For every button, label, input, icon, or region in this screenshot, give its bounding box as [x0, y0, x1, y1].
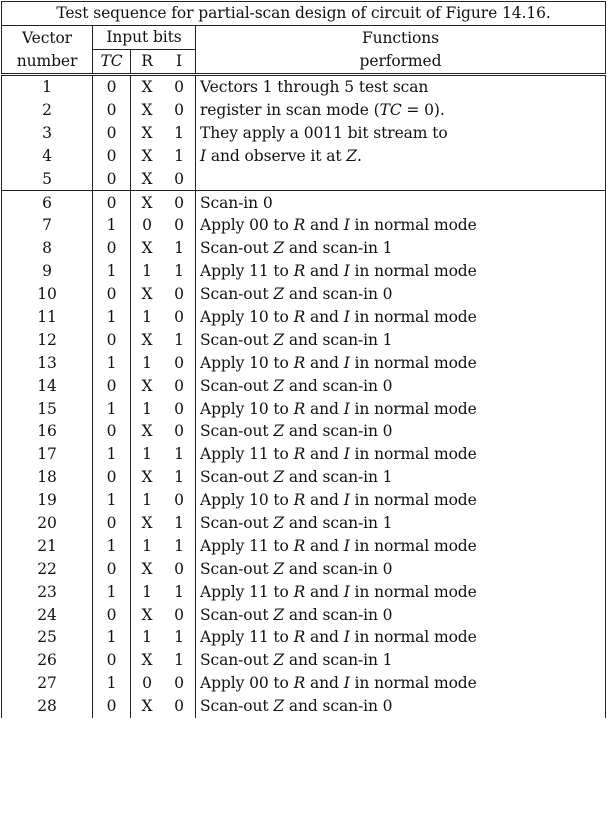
- function-cell: Scan-out Z and scan-in 0: [196, 420, 606, 443]
- function-cell: They apply a 0011 bit stream to: [196, 121, 606, 144]
- function-cell: Scan-in 0: [196, 191, 606, 214]
- header-vector: Vector: [2, 25, 93, 49]
- i-bit-cell: 1: [163, 144, 196, 167]
- header-tc: TC: [93, 49, 131, 74]
- tc-bit-cell: 1: [93, 489, 131, 512]
- header-number: number: [2, 49, 93, 74]
- r-bit-cell: X: [131, 191, 164, 214]
- i-bit-cell: 0: [163, 489, 196, 512]
- r-bit-cell: 1: [142, 628, 152, 647]
- header-input-bits: Input bits: [93, 25, 196, 49]
- tc-bit-cell: 0: [93, 283, 131, 306]
- r-bit-cell: X: [141, 468, 153, 487]
- vector-number-cell: 25: [2, 626, 93, 649]
- i-bit-cell: 1: [163, 443, 196, 466]
- table-row: [2, 534, 606, 557]
- vector-number-cell: 8: [2, 237, 93, 260]
- function-cell: Apply 10 to R and I in normal mode: [196, 306, 606, 329]
- function-cell: Apply 11 to R and I in normal mode: [196, 534, 606, 557]
- tc-bit-cell: 0: [93, 167, 131, 190]
- i-bit-cell: 1: [163, 260, 196, 283]
- r-bit-cell: X: [141, 78, 153, 97]
- header-row-1: [2, 25, 606, 49]
- tc-bit-cell: 1: [93, 351, 131, 374]
- header-functions: Functions: [196, 25, 606, 49]
- r-bit-cell: X: [141, 330, 153, 349]
- tc-bit-cell: 1: [93, 626, 131, 649]
- function-cell: Apply 11 to R and I in normal mode: [196, 626, 606, 649]
- r-bit-cell: 1: [142, 262, 152, 281]
- tc-bit-cell: 0: [93, 603, 131, 626]
- function-cell: Apply 11 to R and I in normal mode: [196, 580, 606, 603]
- tc-bit-cell: 0: [93, 191, 131, 214]
- vector-number-cell: 5: [2, 167, 93, 190]
- r-bit-cell: 1: [142, 491, 152, 510]
- i-bit-cell: 0: [163, 695, 196, 718]
- function-cell: Scan-out Z and scan-in 1: [196, 237, 606, 260]
- tc-bit-cell: 1: [93, 534, 131, 557]
- table-row: [2, 557, 606, 580]
- vector-number-cell: 15: [2, 397, 93, 420]
- table-row: [2, 603, 606, 626]
- function-cell: Scan-out Z and scan-in 0: [196, 283, 606, 306]
- i-bit-cell: 1: [163, 534, 196, 557]
- table-row: [2, 512, 606, 535]
- function-cell: Vectors 1 through 5 test scan: [196, 74, 606, 98]
- r-bit-cell: X: [141, 514, 153, 533]
- vector-number-cell: 27: [2, 672, 93, 695]
- table-row: [2, 466, 606, 489]
- table-row: [2, 99, 606, 122]
- i-bit-cell: 1: [163, 512, 196, 535]
- vector-number-cell: 22: [2, 557, 93, 580]
- tc-bit-cell: 0: [93, 512, 131, 535]
- tc-bit-cell: 1: [93, 214, 131, 237]
- table-row: [2, 237, 606, 260]
- table-row: [2, 260, 606, 283]
- vector-number-cell: 16: [2, 420, 93, 443]
- function-cell: Scan-out Z and scan-in 0: [196, 603, 606, 626]
- r-bit-cell: 1: [142, 445, 152, 464]
- tc-bit-cell: 1: [93, 397, 131, 420]
- vector-number-cell: 9: [2, 260, 93, 283]
- i-bit-cell: 0: [163, 283, 196, 306]
- table-row: [2, 144, 606, 167]
- function-cell: Scan-out Z and scan-in 1: [196, 466, 606, 489]
- r-bit-cell: X: [141, 169, 153, 188]
- table-row: [2, 397, 606, 420]
- r-bit-cell: X: [141, 697, 153, 716]
- i-bit-cell: 1: [163, 580, 196, 603]
- i-bit-cell: 1: [163, 328, 196, 351]
- vector-number-cell: 12: [2, 328, 93, 351]
- function-cell: Scan-out Z and scan-in 0: [196, 557, 606, 580]
- tc-bit-cell: 0: [93, 121, 131, 144]
- i-bit-cell: 0: [163, 397, 196, 420]
- r-bit-cell: 1: [142, 353, 152, 372]
- table-row: [2, 283, 606, 306]
- r-bit-cell: X: [141, 101, 153, 119]
- i-bit-cell: 0: [163, 99, 196, 122]
- vector-number-cell: 3: [2, 121, 93, 144]
- function-cell: Apply 10 to R and I in normal mode: [196, 489, 606, 512]
- tc-bit-cell: 0: [93, 649, 131, 672]
- vector-number-cell: 1: [2, 74, 93, 98]
- r-bit-cell: 0: [142, 674, 152, 693]
- i-bit-cell: 1: [163, 626, 196, 649]
- function-cell: register in scan mode (TC = 0).: [196, 99, 606, 122]
- i-bit-cell: 0: [163, 191, 196, 214]
- tc-bit-cell: 0: [93, 99, 131, 122]
- vector-number-cell: 23: [2, 580, 93, 603]
- r-bit-cell: X: [141, 422, 153, 441]
- r-bit-cell: X: [141, 146, 153, 165]
- table-row: [2, 420, 606, 443]
- r-bit-cell: 1: [142, 308, 152, 327]
- r-bit-cell: 0: [142, 216, 152, 235]
- i-bit-cell: 0: [163, 374, 196, 397]
- vector-number-cell: 21: [2, 534, 93, 557]
- header-r: R: [131, 49, 164, 74]
- header-i: I: [163, 49, 196, 74]
- vector-number-cell: 24: [2, 603, 93, 626]
- vector-number-cell: 19: [2, 489, 93, 512]
- i-bit-cell: 0: [163, 603, 196, 626]
- r-bit-cell: X: [141, 376, 153, 395]
- i-bit-cell: 0: [163, 557, 196, 580]
- table-row: [2, 443, 606, 466]
- vector-number-cell: 20: [2, 512, 93, 535]
- vector-number-cell: 26: [2, 649, 93, 672]
- tc-bit-cell: 0: [93, 74, 131, 98]
- r-bit-cell: 1: [142, 536, 152, 555]
- function-cell: Apply 10 to R and I in normal mode: [196, 397, 606, 420]
- vector-number-cell: 14: [2, 374, 93, 397]
- function-cell: Scan-out Z and scan-in 0: [196, 695, 606, 718]
- vector-number-cell: 6: [2, 191, 93, 214]
- vector-number-cell: 18: [2, 466, 93, 489]
- i-bit-cell: 0: [163, 420, 196, 443]
- table-row: [2, 580, 606, 603]
- i-bit-cell: 1: [163, 237, 196, 260]
- table-row: [2, 672, 606, 695]
- r-bit-cell: X: [141, 559, 153, 578]
- i-bit-cell: 0: [163, 306, 196, 329]
- vector-number-cell: 7: [2, 214, 93, 237]
- function-cell: Scan-out Z and scan-in 1: [196, 649, 606, 672]
- table-row: [2, 328, 606, 351]
- function-cell: I and observe it at Z.: [196, 144, 606, 167]
- vector-number-cell: 17: [2, 443, 93, 466]
- table-row: [2, 167, 606, 190]
- function-cell: Apply 11 to R and I in normal mode: [196, 443, 606, 466]
- tc-bit-cell: 0: [93, 420, 131, 443]
- r-bit-cell: X: [141, 123, 153, 142]
- table-caption-row: [2, 2, 606, 26]
- tc-bit-cell: 1: [93, 672, 131, 695]
- r-bit-cell: X: [141, 651, 153, 670]
- i-bit-cell: 0: [163, 74, 196, 98]
- table-row: [2, 214, 606, 237]
- i-bit-cell: 0: [163, 167, 196, 190]
- table-row: [2, 74, 606, 98]
- table-row: [2, 191, 606, 214]
- tc-bit-cell: 1: [93, 443, 131, 466]
- tc-bit-cell: 1: [93, 260, 131, 283]
- i-bit-cell: 0: [163, 351, 196, 374]
- tc-bit-cell: 0: [93, 374, 131, 397]
- vector-number-cell: 28: [2, 695, 93, 718]
- r-bit-cell: 1: [142, 582, 152, 601]
- header-row-2: [2, 49, 606, 74]
- function-cell: Apply 00 to R and I in normal mode: [196, 672, 606, 695]
- tc-bit-cell: 0: [93, 144, 131, 167]
- function-cell: Apply 10 to R and I in normal mode: [196, 351, 606, 374]
- table-row: [2, 306, 606, 329]
- table-caption: Test sequence for partial-scan design of circuit of Figure 14.16.: [2, 2, 606, 26]
- tc-bit-cell: 0: [93, 328, 131, 351]
- vector-number-cell: 10: [2, 283, 93, 306]
- tc-bit-cell: 0: [93, 466, 131, 489]
- table-row: [2, 351, 606, 374]
- table-row: [2, 489, 606, 512]
- i-bit-cell: 0: [163, 214, 196, 237]
- function-cell: Apply 00 to R and I in normal mode: [196, 214, 606, 237]
- r-bit-cell: X: [141, 285, 153, 304]
- vector-number-cell: 13: [2, 351, 93, 374]
- function-cell: Apply 11 to R and I in normal mode: [196, 260, 606, 283]
- tc-bit-cell: 1: [93, 580, 131, 603]
- tc-bit-cell: 1: [93, 306, 131, 329]
- tc-bit-cell: 0: [93, 557, 131, 580]
- i-bit-cell: 1: [163, 121, 196, 144]
- test-sequence-table: [1, 1, 606, 718]
- tc-bit-cell: 0: [93, 237, 131, 260]
- table-row: [2, 121, 606, 144]
- r-bit-cell: X: [141, 239, 153, 258]
- i-bit-cell: 1: [163, 649, 196, 672]
- table-row: [2, 374, 606, 397]
- function-cell: Scan-out Z and scan-in 1: [196, 328, 606, 351]
- tc-bit-cell: 0: [93, 695, 131, 718]
- vector-number-cell: 4: [2, 144, 93, 167]
- vector-number-cell: 2: [2, 99, 93, 122]
- table-row: [2, 626, 606, 649]
- header-performed: performed: [196, 49, 606, 74]
- r-bit-cell: X: [141, 605, 153, 624]
- table-row: [2, 695, 606, 718]
- table-row: [2, 649, 606, 672]
- i-bit-cell: 1: [163, 466, 196, 489]
- i-bit-cell: 0: [163, 672, 196, 695]
- vector-number-cell: 11: [2, 306, 93, 329]
- function-cell: Scan-out Z and scan-in 1: [196, 512, 606, 535]
- r-bit-cell: 1: [142, 399, 152, 418]
- function-cell: Scan-out Z and scan-in 0: [196, 374, 606, 397]
- function-cell: [196, 167, 606, 190]
